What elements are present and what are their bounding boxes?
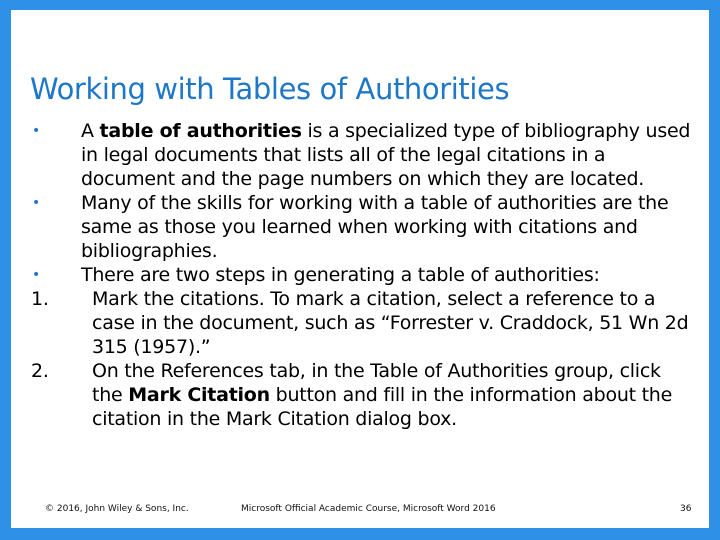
slide-title: Working with Tables of Authorities — [30, 72, 510, 106]
step-2-prefix: On the References tab, in the Table of Authorities group, click the — [92, 360, 661, 406]
bullet-item-2 — [29, 191, 694, 263]
step-1-number: 1. — [31, 288, 49, 310]
step-2-number: 2. — [31, 360, 49, 382]
table-of-authorities-term: table of authorities — [99, 120, 302, 142]
bullet-1-prefix: A — [81, 120, 100, 142]
bullet-marker-icon: • — [32, 267, 41, 283]
bullet-marker-icon: • — [32, 195, 41, 211]
slide-canvas — [11, 10, 709, 528]
bullet-item-1 — [29, 119, 694, 191]
page-number: 36 — [680, 504, 692, 514]
bullet-marker-icon: • — [32, 123, 41, 139]
step-1-text: Mark the citations. To mark a citation, select a reference to a case in the document, such as “Forrester v. Craddock, 51 Wn 2d 315 (1957).” — [92, 288, 689, 358]
step-2-suffix: button and fill in the information about the citation in the Mark Citation dialog box. — [92, 384, 673, 430]
bullet-3-text: There are two steps in generating a table of authorities: — [81, 264, 600, 286]
numbered-step-1 — [29, 287, 694, 359]
footer-course: Microsoft Official Academic Course, Microsoft Word 2016 — [241, 504, 496, 514]
slide-content — [29, 119, 694, 431]
mark-citation-term: Mark Citation — [128, 384, 270, 406]
numbered-step-2 — [29, 359, 694, 431]
bullet-2-text: Many of the skills for working with a table of authorities are the same as those you learned when working with citations and bibliographies. — [81, 192, 669, 262]
bullet-1-suffix: is a specialized type of bibliography used in legal documents that lists all of the legal citations in a document and the page numbers on which they are located. — [81, 120, 691, 190]
bullet-item-3 — [29, 263, 694, 287]
footer-copyright: © 2016, John Wiley & Sons, Inc. — [45, 504, 189, 514]
